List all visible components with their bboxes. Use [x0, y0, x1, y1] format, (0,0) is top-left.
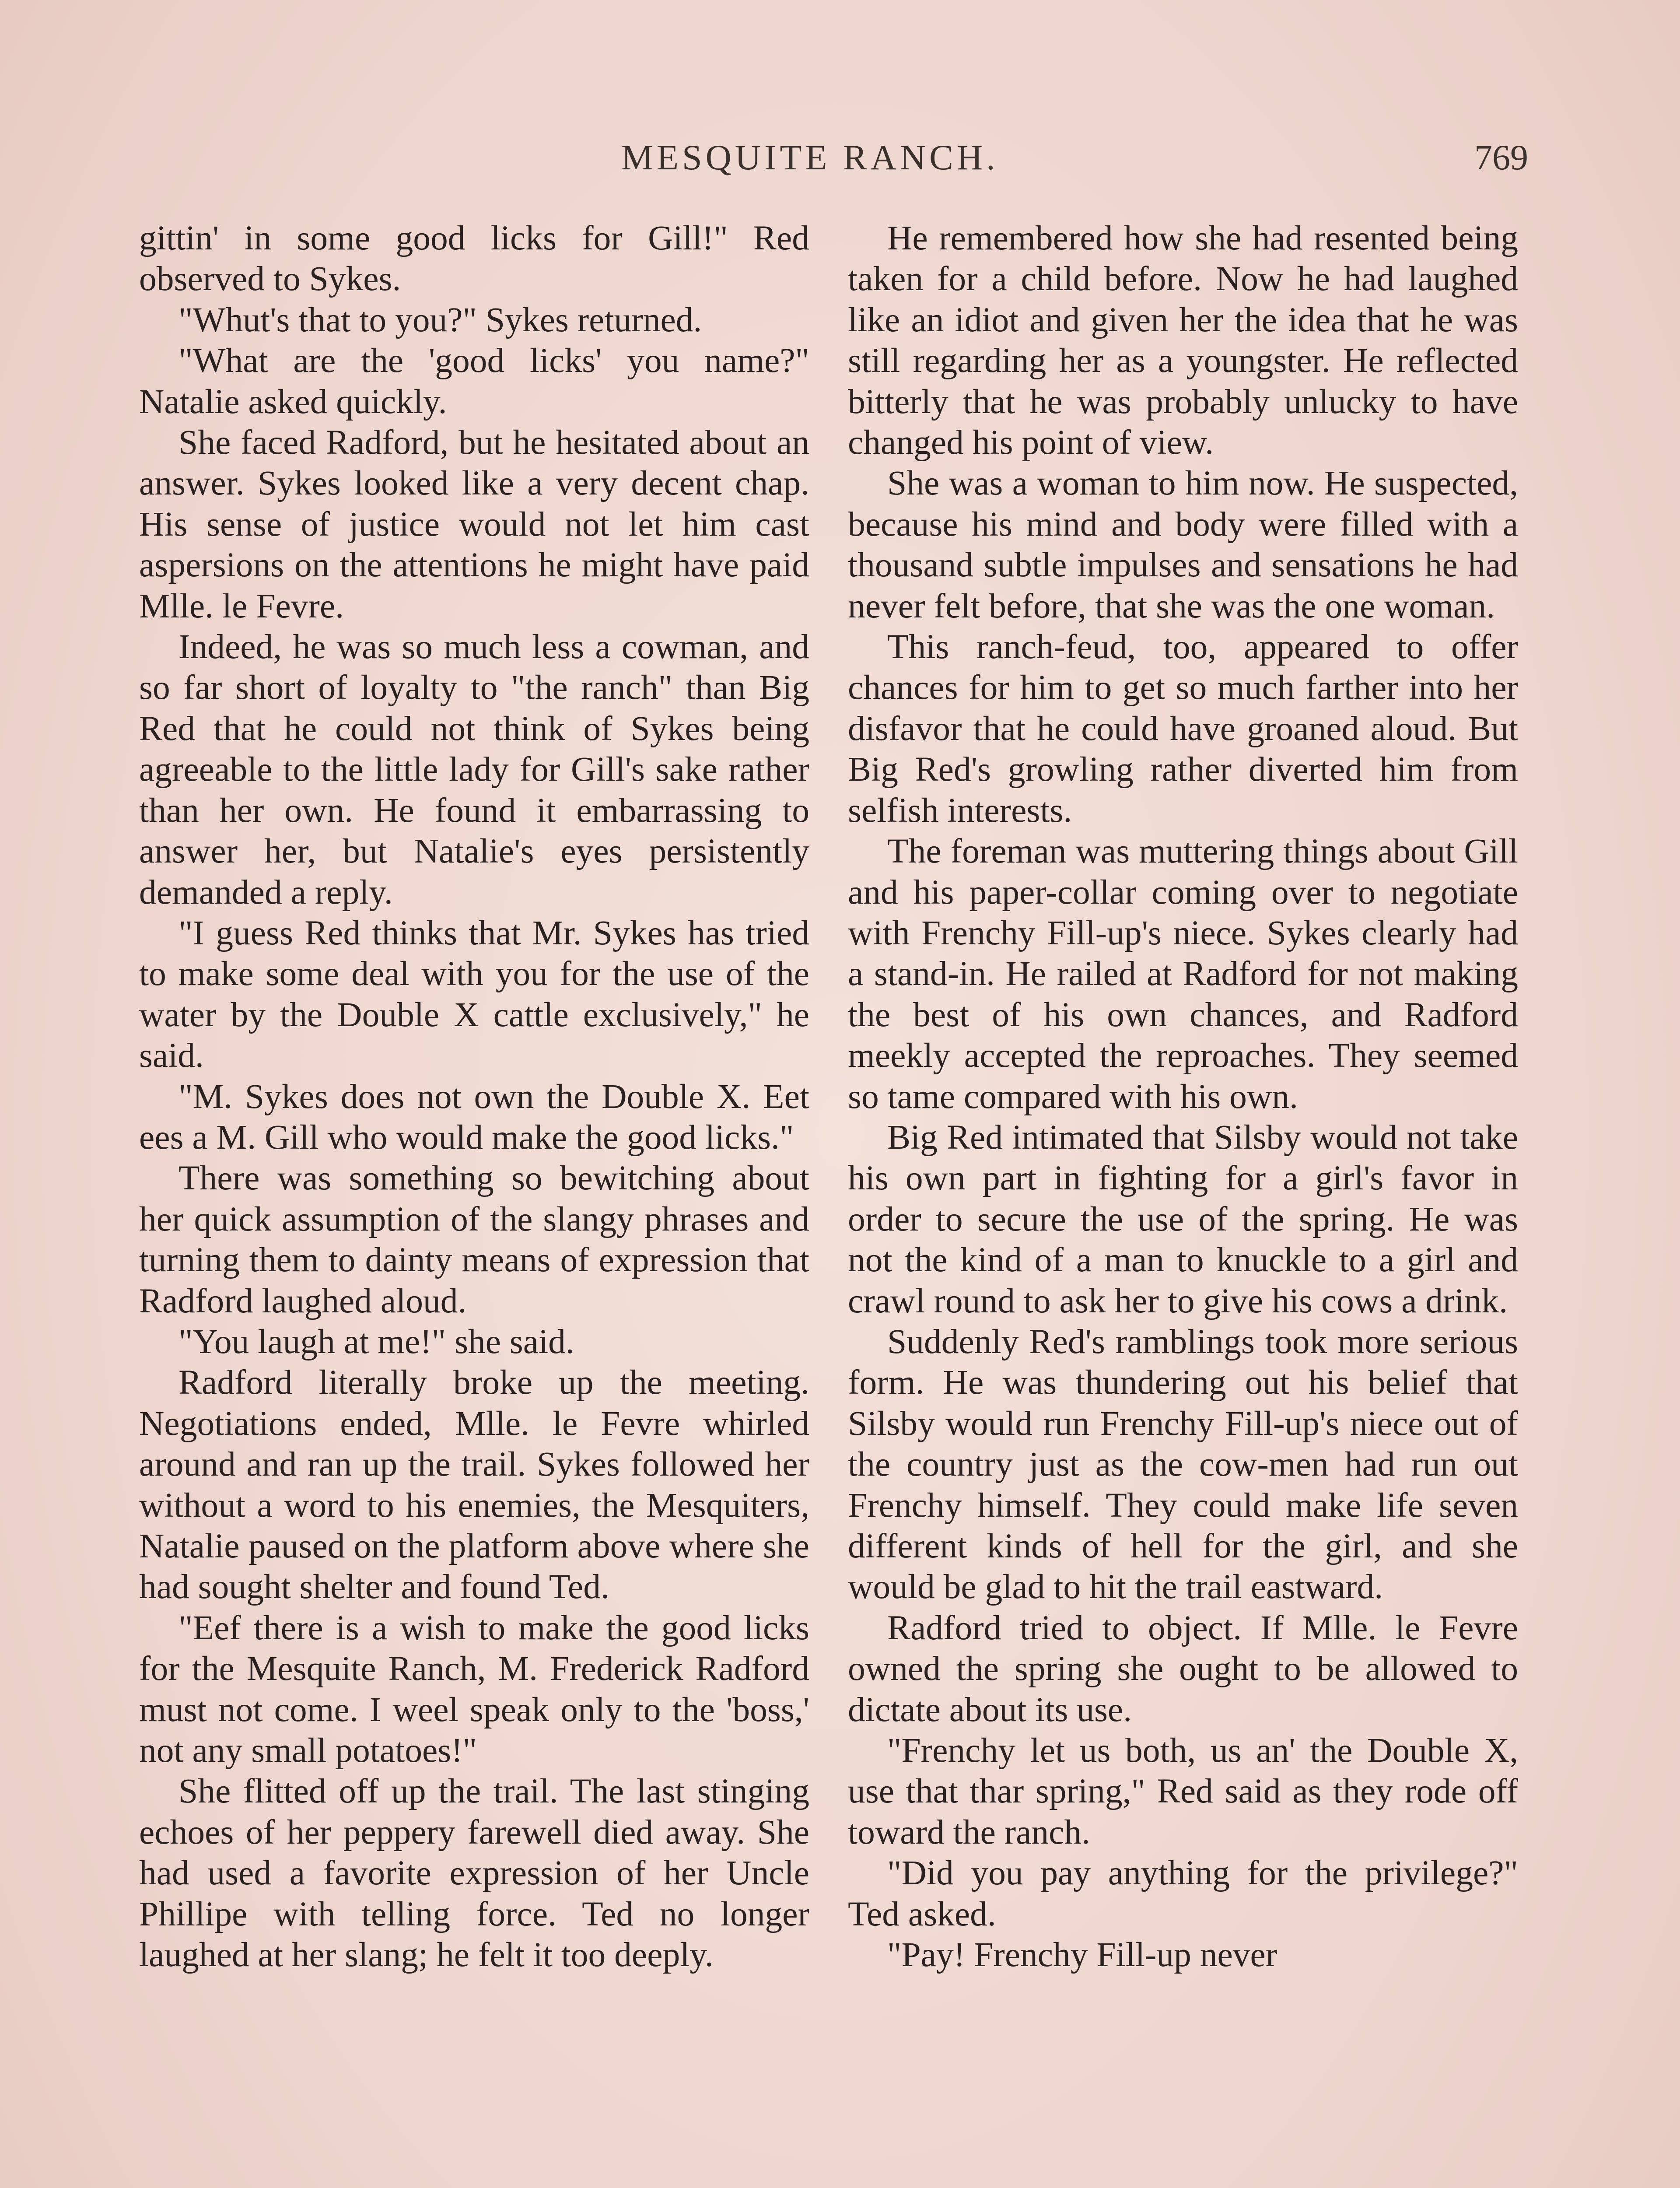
paragraph: "What are the 'good licks' you name?" Natalie asked quickly. [139, 341, 809, 421]
page-number: 769 [1474, 137, 1528, 177]
paragraph: Suddenly Red's ramblings took more serious form. He was thundering out his belief that Silsby would run Frenchy Fill-up's niece out of the country just as the cow-men had run out Frenchy himself. They could make life seven different kinds of hell for the girl, and she would be glad to hit the trail eastward. [848, 1322, 1518, 1606]
paragraph: "Pay! Frenchy Fill-up never [887, 1936, 1278, 1974]
paragraph: "You laugh at me!" she said. [178, 1322, 574, 1361]
paragraph: She flitted off up the trail. The last stinging echoes of her peppery farewell died away. She had used a favorite expression of her Uncle Phillipe with telling force. Ted no longer laughed at her slang; he felt it too deeply. [139, 1772, 809, 1974]
running-head [0, 131, 1680, 184]
text-column-right [848, 218, 1518, 1975]
paragraph: He remembered how she had resented being taken for a child before. Now he had laughed like an idiot and given her the idea that he was still regarding her as a youngster. He reflected bitterly that he was probably unlucky to have changed his point of view. [848, 219, 1518, 462]
paragraph: Big Red intimated that Silsby would not take his own part in fighting for a girl's favor in order to secure the use of the spring. He was not the kind of a man to knuckle to a girl and crawl round to ask her to give his cows a drink. [848, 1118, 1518, 1320]
paragraph: "Frenchy let us both, us an' the Double X, use that thar spring," Red said as they rode off toward the ranch. [848, 1731, 1518, 1851]
paragraph: "Whut's that to you?" Sykes returned. [178, 300, 702, 339]
paragraph: She faced Radford, but he hesitated about an answer. Sykes looked like a very decent chap. His sense of justice would not let him cast aspersions on the attentions he might have paid Mlle. le Fevre. [139, 423, 809, 625]
paragraph: "I guess Red thinks that Mr. Sykes has tried to make some deal with you for the use of the water by the Double X cattle exclusively," he said. [139, 913, 809, 1075]
paragraph: She was a woman to him now. He suspected, because his mind and body were filled with a thousand subtle impulses and sensations he had never felt before, that she was the one woman. [848, 464, 1518, 625]
paragraph: "Did you pay anything for the privilege?" Ted asked. [848, 1854, 1518, 1933]
text-column-left [139, 218, 809, 1975]
paragraph: "Eef there is a wish to make the good licks for the Mesquite Ranch, M. Frederick Radford must not come. I weel speak only to the 'boss,' not any small potatoes!" [139, 1608, 809, 1770]
paragraph: The foreman was muttering things about Gill and his paper-collar coming over to negotiate with Frenchy Fill-up's niece. Sykes clearly had a stand-in. He railed at Radford for not making the best of his own chances, and Radford meekly accepted the reproaches. They seemed so tame compared with his own. [848, 832, 1518, 1116]
paragraph: Radford literally broke up the meeting. Negotiations ended, Mlle. le Fevre whirled around and ran up the trail. Sykes followed her without a word to his enemies, the Mesquiters, Natalie paused on the platform above where she had sought shelter and found Ted. [139, 1363, 809, 1606]
paragraph: This ranch-feud, too, appeared to offer chances for him to get so much farther into her disfavor that he could have groaned aloud. But Big Red's growling rather diverted him from selfish interests. [848, 628, 1518, 830]
paragraph: There was something so bewitching about her quick assumption of the slangy phrases and turning them to dainty means of expression that Radford laughed aloud. [139, 1159, 809, 1320]
running-title: MESQUITE RANCH. [621, 137, 999, 177]
paragraph: Indeed, he was so much less a cowman, and so far short of loyalty to "the ranch" than Big Red that he could not think of Sykes being agreeable to the little lady for Gill's sake rather than her own. He found it embarrassing to answer her, but Natalie's eyes persistently demanded a reply. [139, 628, 809, 912]
paragraph: Radford tried to object. If Mlle. le Fevre owned the spring she ought to be allowed to dictate about its use. [848, 1608, 1518, 1729]
paragraph: gittin' in some good licks for Gill!" Red observed to Sykes. [139, 219, 809, 298]
paragraph: "M. Sykes does not own the Double X. Eet ees a M. Gill who would make the good licks." [139, 1077, 809, 1157]
